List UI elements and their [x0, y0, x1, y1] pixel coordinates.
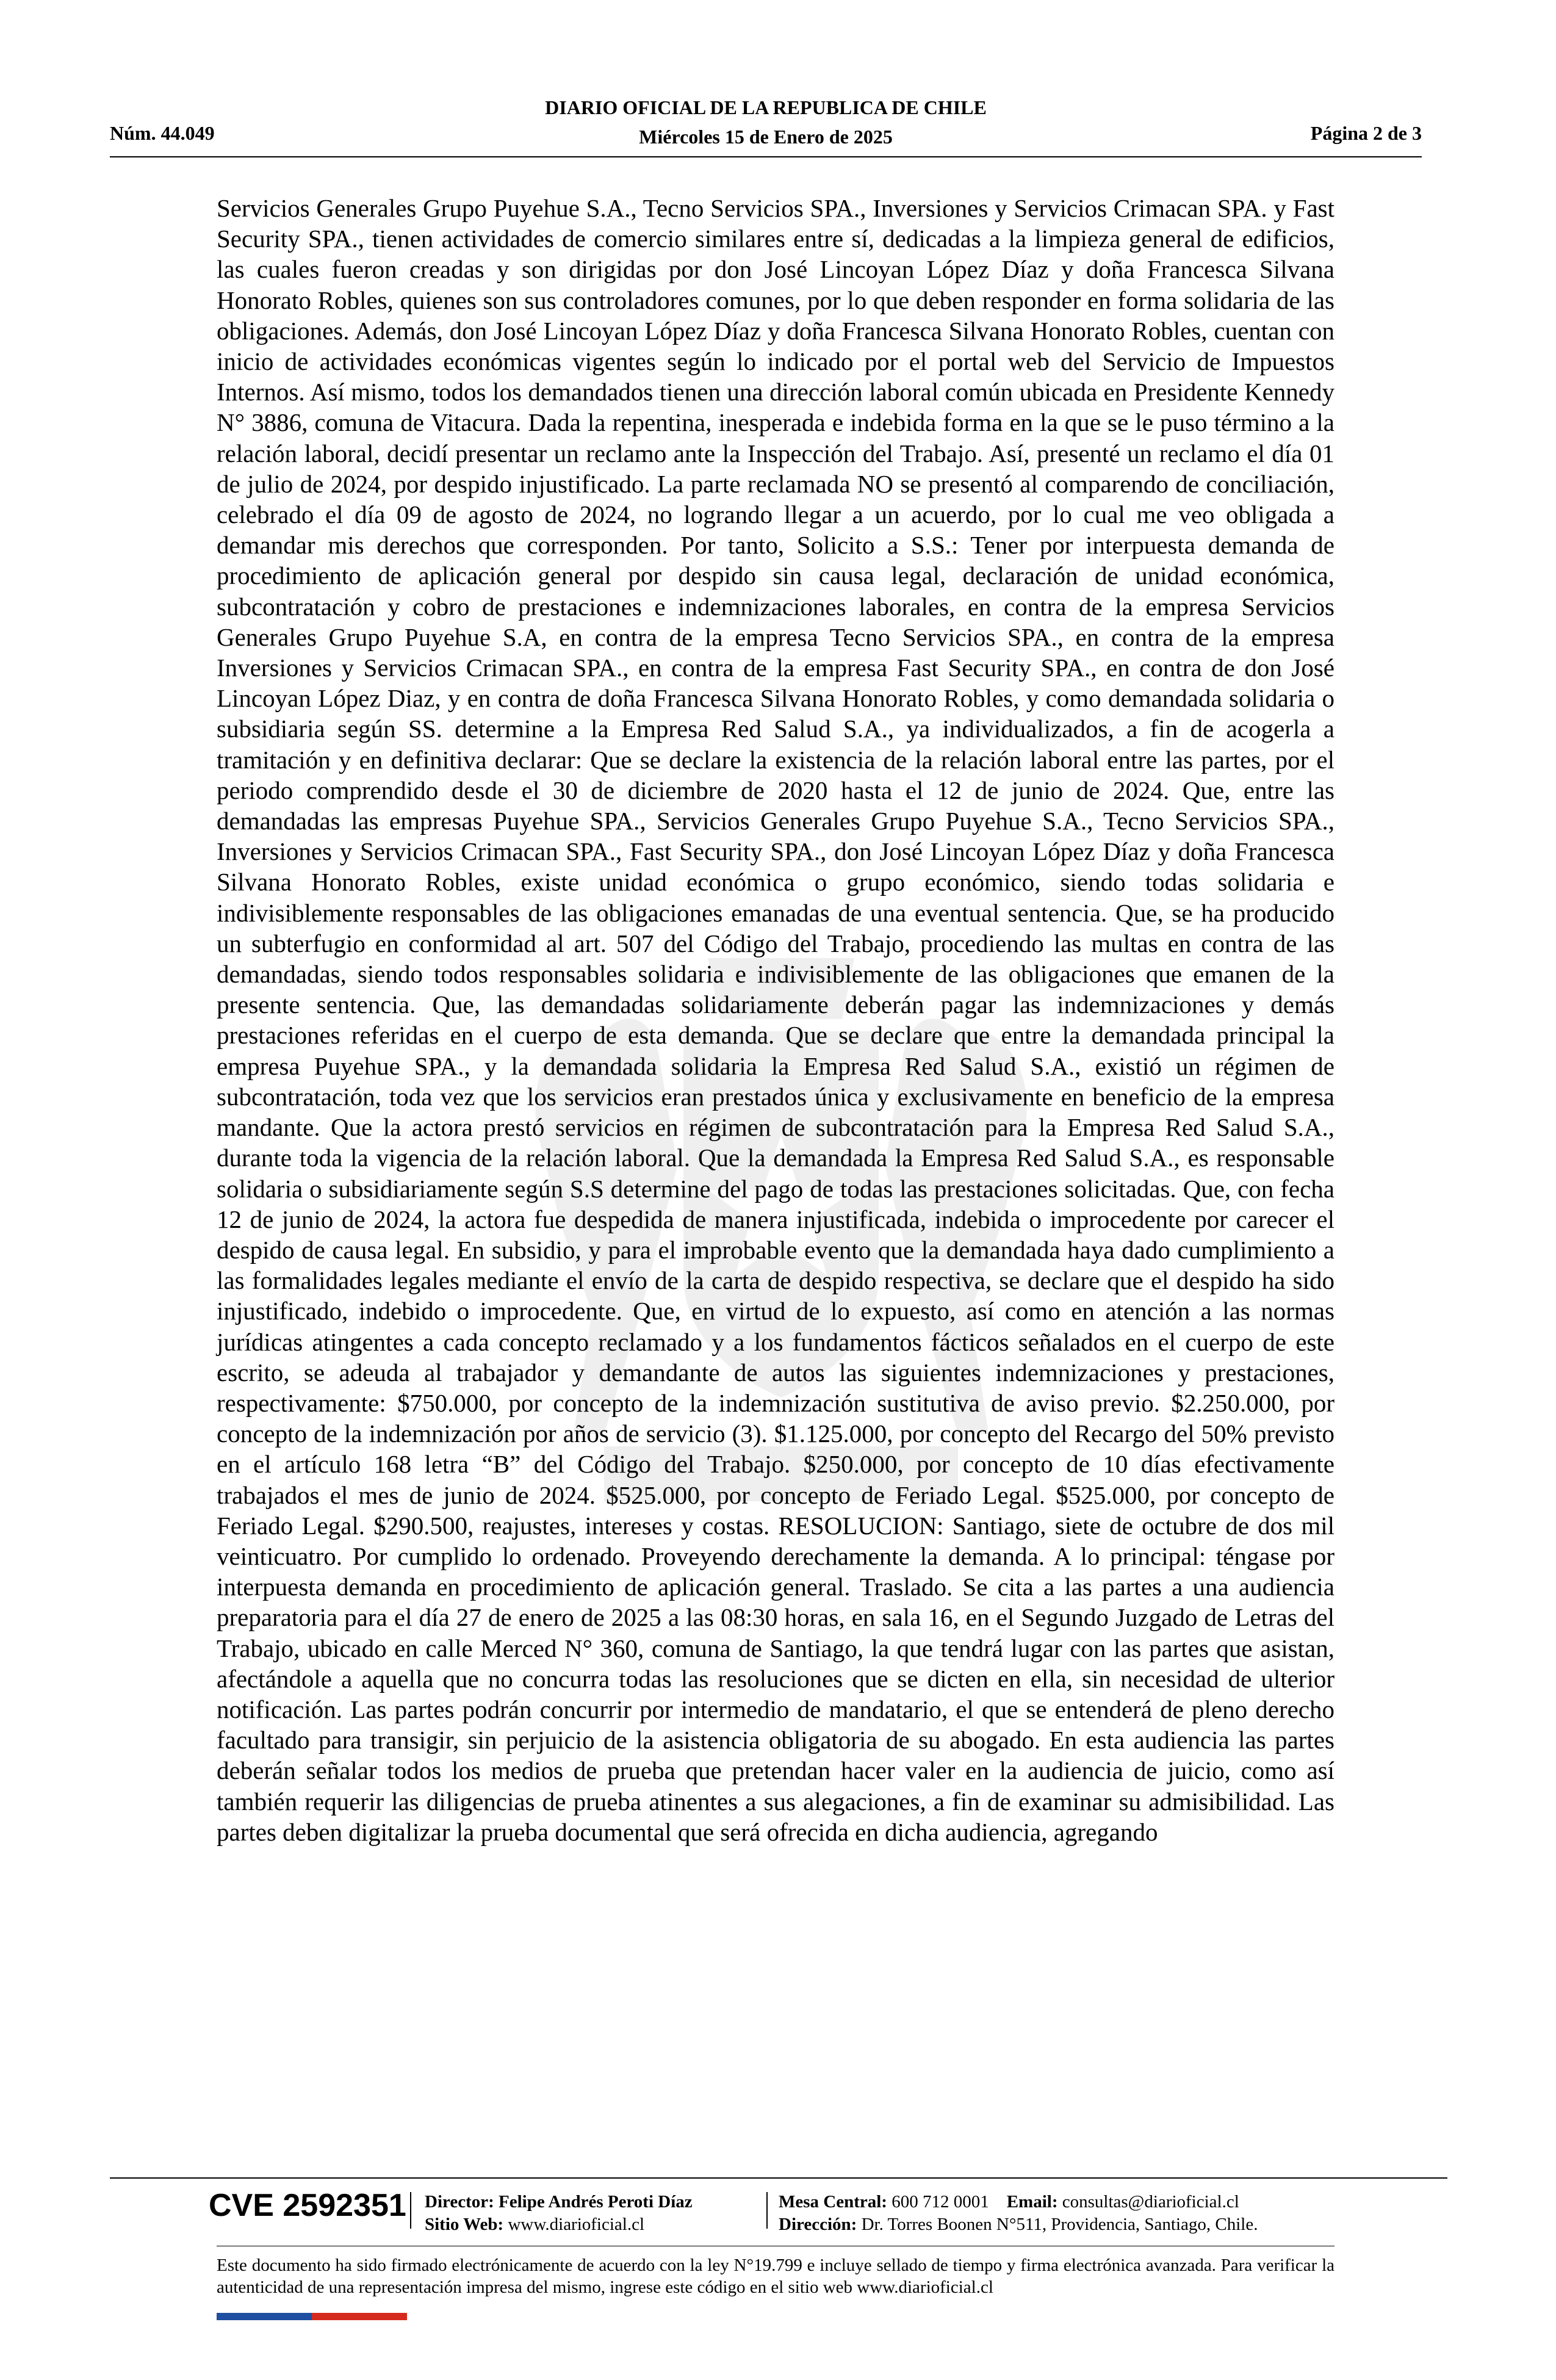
flag-stripe: [217, 2313, 407, 2320]
director-label: Director: Felipe Andrés Peroti Díaz: [425, 2192, 693, 2212]
email-link[interactable]: consultas@diarioficial.cl: [1062, 2192, 1239, 2212]
flag-red-bar: [312, 2313, 407, 2320]
legal-notice: [217, 2254, 1334, 2298]
footer-separator: [766, 2192, 768, 2229]
site-label: Sitio Web:: [425, 2215, 504, 2234]
page-header: [110, 93, 1422, 154]
footer-divider-top: [110, 2177, 1447, 2179]
mesa-phone: 600 712 0001: [891, 2192, 989, 2212]
address-label: Dirección:: [779, 2215, 857, 2234]
page-number: Página 2 de 3: [1310, 122, 1422, 144]
header-center: [110, 93, 1422, 151]
issue-date: Miércoles 15 de Enero de 2025: [639, 126, 893, 148]
footer-contact-block: [779, 2191, 1258, 2236]
flag-blue-bar: [217, 2313, 312, 2320]
newspaper-title: DIARIO OFICIAL DE LA REPUBLICA DE CHILE: [545, 96, 987, 118]
header-divider: [110, 156, 1422, 157]
email-label: Email:: [1006, 2192, 1058, 2212]
body-paragraph: Servicios Generales Grupo Puyehue S.A., Tecno Servicios SPA., Inversiones y Servicios Crimacan SPA. y Fast Security SPA., tienen actividades de comercio similares entre sí, dedicadas a la limpieza general de edificios, las cuales fueron creadas y son dirigidas por don José Lincoyan López Díaz y doña Francesca Silvana Honorato Robles, quienes son sus controladores comunes, por lo que deben responder en forma solidaria de las obligaciones. Además, don José Lincoyan López Díaz y doña Francesca Silvana Honorato Robles, cuentan con inicio de actividades económicas vigentes según lo indicado por el portal web del Servicio de Impuestos Internos. Así mismo, todos los demandados tienen una dirección laboral común ubicada en Presidente Kennedy N° 3886, comuna de Vitacura. Dada la repentina, inesperada e indebida forma en la que se le puso término a la relación laboral, decidí presentar un reclamo ante la Inspección del Trabajo. Así, presenté un reclamo el día 01 de julio de 2024, por despido injustificado. La parte reclamada NO se presentó al comparendo de conciliación, celebrado el día 09 de agosto de 2024, no logrando llegar a un acuerdo, por lo cual me veo obligada a demandar mis derechos que corresponden. Por tanto, Solicito a S.S.: Tener por interpuesta demanda de procedimiento de aplicación general por despido sin causa legal, declaración de unidad económica, subcontratación y cobro de prestaciones e indemnizaciones laborales, en contra de la empresa Servicios Generales Grupo Puyehue S.A, en contra de la empresa Tecno Servicios SPA., en contra de la empresa Inversiones y Servicios Crimacan SPA., en contra de la empresa Fast Security SPA., en contra de don José Lincoyan López Diaz, y en contra de doña Francesca Silvana Honorato Robles, y como demandada solidaria o subsidiaria según SS. determine a la Empresa Red Salud S.A., ya individualizados, a fin de acogerla a tramitación y en definitiva declarar: Que se declare la existencia de la relación laboral entre las partes, por el periodo comprendido desde el 30 de diciembre de 2020 hasta el 12 de junio de 2024. Que, entre las demandadas las empresas Puyehue SPA., Servicios Generales Grupo Puyehue S.A., Tecno Servicios SPA., Inversiones y Servicios Crimacan SPA., Fast Security SPA., don José Lincoyan López Díaz y doña Francesca Silvana Honorato Robles, existe unidad económica o grupo económico, siendo todas solidaria e indivisiblemente responsables de las obligaciones emanadas de una eventual sentencia. Que, se ha producido un subterfugio en conformidad al art. 507 del Código del Trabajo, procediendo las multas en contra de las demandadas, siendo todos responsables solidaria e indivisiblemente de las obligaciones que emanen de la presente sentencia. Que, las demandadas solidariamente deberán pagar las indemnizaciones y demás prestaciones referidas en el cuerpo de esta demanda. Que se declare que entre la demandada principal la empresa Puyehue SPA., y la demandada solidaria la Empresa Red Salud S.A., existió un régimen de subcontratación, toda vez que los servicios eran prestados única y exclusivamente en beneficio de la empresa mandante. Que la actora prestó servicios en régimen de subcontratación para la Empresa Red Salud S.A., durante toda la vigencia de la relación laboral. Que la demandada la Empresa Red Salud S.A., es responsable solidaria o subsidiariamente según S.S determine del pago de todas las prestaciones solicitadas. Que, con fecha 12 de junio de 2024, la actora fue despedida de manera injustificada, indebida o improcedente por carecer el despido de causa legal. En subsidio, y para el improbable evento que la demandada haya dado cumplimiento a las formalidades legales mediante el envío de la carta de despido respectiva, se declare que el despido ha sido injustificado, indebido o improcedente. Que, en virtud de lo expuesto, así como en atención a las normas jurídicas atingentes a cada concepto reclamado y a los fundamentos fácticos señalados en el cuerpo de este escrito, se adeuda al trabajador y demandante de autos las siguientes indemnizaciones y prestaciones, respectivamente: $750.000, por concepto de la indemnización sustitutiva de aviso previo. $2.250.000, por concepto de la indemnización por años de servicio (3). $1.125.000, por concepto del Recargo del 50% previsto en el artículo 168 letra “B” del Código del Trabajo. $250.000, por concepto de 10 días efectivamente trabajados el mes de junio de 2024. $525.000, por concepto de Feriado Legal. $525.000, por concepto de Feriado Legal. $290.500, reajustes, intereses y costas. RESOLUCION: Santiago, siete de octubre de dos mil veinticuatro. Por cumplido lo ordenado. Proveyendo derechamente la demanda. A lo principal: téngase por interpuesta demanda en procedimiento de aplicación general. Traslado. Se cita a las partes a una audiencia preparatoria para el día 27 de enero de 2025 a las 08:30 horas, en sala 16, en el Segundo Juzgado de Letras del Trabajo, ubicado en calle Merced N° 360, comuna de Santiago, la que tendrá lugar con las partes que asistan, afectándole a aquella que no concurra todas las resoluciones que se dicten en ella, sin necesidad de ulterior notificación. Las partes podrán concurrir por intermedio de mandatario, el que se entenderá de pleno derecho facultado para transigir, sin perjuicio de la asistencia obligatoria de su abogado. En esta audiencia las partes deberán señalar todos los medios de prueba que pretendan hacer valer en la audiencia de juicio, como así también requerir las diligencias de prueba atinentes a sus alegaciones, a fin de examinar su admisibilidad. Las partes deben digitalizar la prueba documental que será ofrecida en dicha audiencia, agregando: [217, 194, 1334, 1846]
footer-separator: [410, 2192, 411, 2229]
address-value: Dr. Torres Boonen N°511, Providencia, Santiago, Chile.: [861, 2215, 1258, 2234]
cve-code: CVE 2592351: [209, 2188, 406, 2223]
site-link[interactable]: www.diarioficial.cl: [508, 2215, 645, 2234]
mesa-label: Mesa Central:: [779, 2192, 887, 2212]
legal-text: Este documento ha sido firmado electrónicamente de acuerdo con la ley N°19.799 e incluye sellado de tiempo y firma electrónica avanzada. Para verificar la autenticidad de una representación impresa del mismo, ingrese este código en el sitio web www.diarioficial.cl: [217, 2256, 1334, 2297]
document-body: [217, 193, 1334, 1847]
footer-director-block: [425, 2191, 693, 2236]
issue-number: Núm. 44.049: [110, 122, 215, 144]
